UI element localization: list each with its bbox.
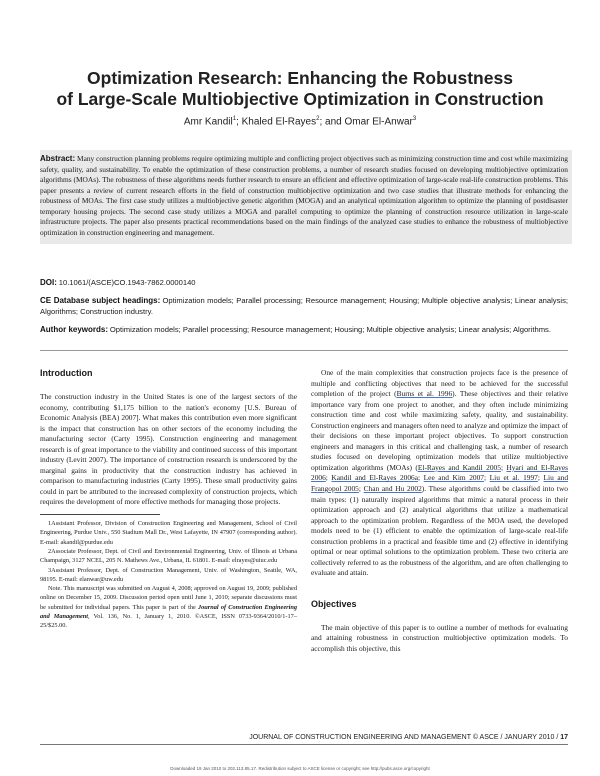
paragraph-text: ). These objectives and their relative importance vary from one project to another, and they often include minimizing construction time and cost while maximizing safety, quality, and sustainability. Construction engineers and managers often need to analyze and optimize the impact of their decisions on these important project objectives. To support construction engineers and managers in this critical and challenging task, a number of research studies focused on developing optimization models that utilize multiobjective optimization algorithms (MOAs) (	[311, 389, 569, 472]
citation-link[interactable]: Hyari and El-Rayes 2006	[311, 462, 568, 483]
citation-separator: ;	[418, 473, 424, 483]
keywords-value: Optimization models; Parallel processing; Resource management; Housing; Multiple objective analysis; Linear analysis; Algorithms.	[109, 325, 551, 334]
download-notice: Downloaded 19 Jan 2010 to 202.113.85.17. Redistribution subject to ASCE license or copyright; see http://pubs.asce.org/copyright	[170, 766, 430, 771]
paragraph-text: ). These algorithms could be classified into two main types: (1) naturally inspired algorithms that mimic a natural process in their optimization approach and (2) analytical algorithms that utilize a mathematical approach to the optimization problem. Regardless of the MOA used, the developed models need to be (1) efficient to enable the optimization of large-scale real-life construction problems in a practical and feasible time and (2) effective in identifying optimal or near optimal solutions to the optimization problem. These two criteria are collectively referred to as the robustness of the algorithm, and are often challenging to evaluate and attain.	[311, 484, 568, 578]
citation-link[interactable]: El-Rayes and Kandil 2005	[417, 462, 501, 472]
ce-subject-headings	[40, 296, 568, 317]
right-column	[311, 368, 568, 655]
journal-name: Journal of Construction Engineering and Management	[40, 603, 297, 620]
ce-headings-label: CE Database subject headings:	[40, 296, 161, 305]
citation-link[interactable]: Lee and Kim 2007	[423, 473, 485, 483]
abstract-label: Abstract:	[40, 154, 76, 163]
objectives-paragraph: The main objective of this paper is to outline a number of methods for evaluating and attaining robustness in construction multiobjective optimization models. To accomplish this objective, this	[311, 622, 568, 654]
author-keywords	[40, 325, 568, 336]
title-line-2: of Large-Scale Multiobjective Optimization in Construction	[56, 89, 544, 109]
citation-separator: ;	[537, 473, 544, 483]
author-separator: ;	[236, 116, 242, 128]
complexity-paragraph	[311, 368, 568, 579]
keywords-label: Author keywords:	[40, 325, 109, 334]
abstract-text: Many construction planning problems require optimizing multiple and conflicting project objectives such as minimizing construction time and cost while maximizing safety, quality, and sustainability. To enable the optimization of these construction problems, a number of research studies focused on developing multiobjective optimization algorithms (MOAs). The robustness of these algorithms needs further research to ensure an efficient and effective optimization of large-scale real-life construction problems. This paper presents a review of current research efforts in the field of construction multiobjective optimization and two case studies that illustrate methods for enhancing the robustness of MOAs. The first case study utilizes a multiobjective genetic algorithm (MOGA) and an analytical optimization algorithm to optimize the planning of postdisaster temporary housing projects. The second case study utilizes a MOGA and parallel computing to optimize the planning of construction resource utilization in large-scale infrastructure projects. The paper also presents practical recommendations based on the main findings of the analyzed case studies to enhance the robustness of multiobjective optimization in construction engineering and management.	[40, 154, 568, 237]
footnotes	[40, 519, 297, 631]
author-name: Amr Kandil	[183, 116, 233, 128]
author-affiliation-mark: 2	[316, 116, 320, 122]
author-separator: ; and	[319, 116, 345, 128]
citation-separator: ;	[358, 484, 364, 494]
abstract	[40, 154, 568, 238]
note-citation: , Vol. 136, No. 1, January 1, 2010. ©ASCE, ISSN 0733-9364/2010/1-17–25/$25.00.	[40, 612, 297, 630]
footnote-divider	[40, 514, 160, 515]
citation-separator: ;	[325, 473, 332, 483]
citation-link[interactable]: Kandil and El-Rayes 2006a	[331, 473, 419, 483]
running-head-text: JOURNAL OF CONSTRUCTION ENGINEERING AND MANAGEMENT © ASCE / JANUARY 2010 /	[249, 734, 561, 741]
footnote-2: 2Associate Professor, Dept. of Civil and Environmental Engineering, Univ. of Illinois at Urbana Champaign, 3127 NCEL, 205 N. Mathews Ave., Urbana, IL 61801. E-mail: elrayes@uiuc.edu	[40, 547, 297, 565]
introduction-paragraph: The construction industry in the United States is one of the largest sectors of the economy, contributing $1,175 billion to the nation's economy [U.S. Bureau of Economic Analysis (BEA) 2007]. What makes this contribution even more significant is the impact that construction has on other sectors of the economy including the manufacturing sector (Carty 1995). Construction engineering and management research is of great importance to the viability and continued success of this important industry (Levitt 2007). The importance of construction research is underscored by the marginal gains in productivity that the construction industry has achieved in comparison to manufacturing industries (Carty 1995). These small productivity gains could in part be attributed to the increased complexity of construction projects, which requires the development of more effective methods for managing those projects.	[40, 392, 297, 507]
citation-separator: ;	[500, 462, 507, 472]
citation-link[interactable]: Liu et al. 1997	[489, 473, 538, 483]
ce-headings-value: Optimization models; Parallel processing; Resource management; Housing; Multiple objective analysis; Linear analysis; Algorithms; Construction industry.	[40, 296, 568, 316]
manuscript-note	[40, 584, 297, 630]
doi-line	[40, 278, 568, 289]
citation-link[interactable]: Chan and Hu 2002	[363, 484, 422, 494]
title-line-1: Optimization Research: Enhancing the Robustness	[87, 68, 513, 88]
running-head	[249, 734, 568, 741]
author-affiliation-mark: 1	[232, 116, 237, 122]
citation-link[interactable]: Liu and Frangopol 2005	[311, 473, 569, 494]
author-affiliation-mark: 3	[412, 116, 417, 122]
paper-title	[30, 68, 570, 110]
doi-value: 10.1061/(ASCE)CO.1943-7862.0000140	[58, 278, 196, 287]
footnote-3: 3Assistant Professor, Dept. of Construction Management, Univ. of Washington, Seattle, WA, 98195. E-mail: elanwar@uw.edu	[40, 566, 297, 583]
introduction-heading: Introduction	[40, 368, 93, 378]
author-name: Omar El-Anwar	[344, 116, 413, 128]
running-head-rule	[40, 744, 568, 745]
objectives-heading: Objectives	[311, 598, 357, 609]
author-list	[30, 116, 570, 127]
doi-label: DOI:	[40, 278, 57, 287]
left-column	[40, 368, 297, 631]
citation-separator: ;	[484, 473, 490, 483]
note-text: Note. This manuscript was submitted on August 4, 2008; approved on August 19, 2009; published online on December 15, 2009. Discussion period open until June 1, 2010; separate discussions must be submitted for individual papers. This paper is part of the	[40, 585, 297, 611]
abstract-box	[40, 150, 572, 244]
citation-link[interactable]: Burns et al. 1996	[396, 389, 453, 399]
page-number: 17	[560, 734, 568, 741]
section-divider	[40, 350, 568, 351]
footnote-1: 1Assistant Professor, Division of Construction Engineering and Management, School of Civil Engineering, Purdue Univ., 550 Stadium Mall Dr., West Lafayette, IN 47907 (corresponding author). E-mail: akandil@purdue.edu	[40, 520, 297, 546]
author-name: Khaled El-Rayes	[241, 116, 317, 128]
paragraph-text: One of the main complexities that construction projects face is the presence of multiple and conflicting objectives that need to be achieved for the successful completion of the project (	[311, 368, 568, 399]
